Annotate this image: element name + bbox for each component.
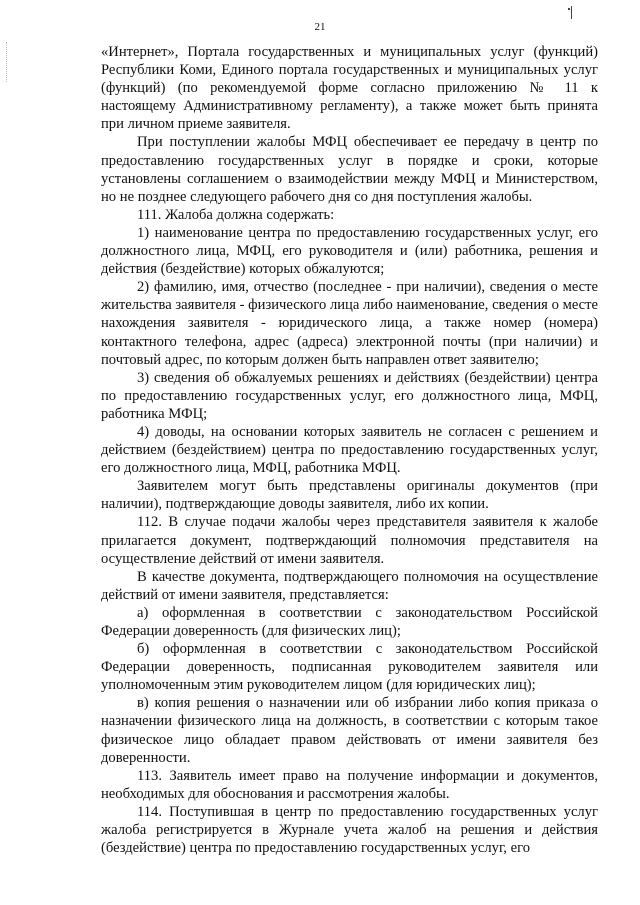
paragraph-112: 112. В случае подачи жалобы через представителя заявителя к жалобе прилагается документ, подтверждающий полномочия представителя на осуществление действий от имени заявителя. — [101, 514, 598, 567]
list-item-b: б) оформленная в соответствии с законодательством Российской Федерации доверенность, подписанная руководителем заявителя или уполномоченным этим руководителем лицом (для юридических лиц); — [101, 641, 598, 694]
paragraph-originals: Заявителем могут быть представлены оригиналы документов (при наличии), подтверждающие доводы заявителя, либо их копии. — [101, 478, 598, 513]
paragraph-111: 111. Жалоба должна содержать: — [137, 206, 335, 223]
list-item-2: 2) фамилию, имя, отчество (последнее - при наличии), сведения о месте жительства заявителя - физического лица либо наименование, сведения о месте нахождения заявителя - юридического лица, а также номер (номера) контактного телефона, адрес (адреса) электронной почты (при наличии) и почтовый адрес, по которым должен быть направлен ответ заявителю; — [101, 279, 598, 368]
paragraph-document-types: В качестве документа, подтверждающего полномочия на осуществление действий от имени заявителя, представляется: — [101, 568, 598, 603]
scan-margin-dots — [6, 42, 9, 82]
scan-edge-tick — [568, 8, 570, 10]
paragraph-114: 114. Поступившая в центр по предоставлению государственных услуг жалоба регистрируется в Журнале учета жалоб на решения и действия (бездействие) центра по предоставлению государственных услуг, его — [101, 803, 598, 857]
document-body — [101, 43, 598, 857]
list-item-v: в) копия решения о назначении или об избрании либо копия приказа о назначении физического лица на должность, в соответствии с которым такое физическое лицо обладает правом действовать от имени заявителя без доверенности. — [101, 695, 598, 766]
list-item-4: 4) доводы, на основании которых заявитель не согласен с решением и действием (бездействием) центра по предоставлению государственных услуг, его должностного лица, МФЦ, работника МФЦ. — [101, 423, 598, 477]
paragraph-continuation: «Интернет», Портала государственных и муниципальных услуг (функций) Республики Коми, Единого портала государственных и муниципальных услуг (функций) (по рекомендуемой форме согласно приложению № 11 к настоящему Административному регламенту), а также может быть принята при личном приеме заявителя. — [101, 44, 598, 133]
paragraph-113: 113. Заявитель имеет право на получение информации и документов, необходимых для обоснования и рассмотрения жалобы. — [101, 767, 598, 802]
scan-edge-mark — [571, 6, 574, 19]
list-item-1: 1) наименование центра по предоставлению государственных услуг, его должностного лица, МФЦ, его руководителя и (или) работника, решения и действия (бездействие) которых обжалуются; — [101, 224, 598, 278]
page-number: 21 — [314, 21, 326, 33]
paragraph-mfc-transfer: При поступлении жалобы МФЦ обеспечивает ее передачу в центр по предоставлению государственных услуг в порядке и сроки, которые установлены соглашением о взаимодействии между МФЦ и Министерством, но не позднее следующего рабочего дня со дня поступления жалобы. — [101, 134, 598, 205]
list-item-3: 3) сведения об обжалуемых решениях и действиях (бездействии) центра по предоставлению государственных услуг, его должностного лица, МФЦ, работника МФЦ; — [101, 369, 598, 422]
list-item-a: а) оформленная в соответствии с законодательством Российской Федерации доверенность (для физических лиц); — [101, 604, 598, 639]
